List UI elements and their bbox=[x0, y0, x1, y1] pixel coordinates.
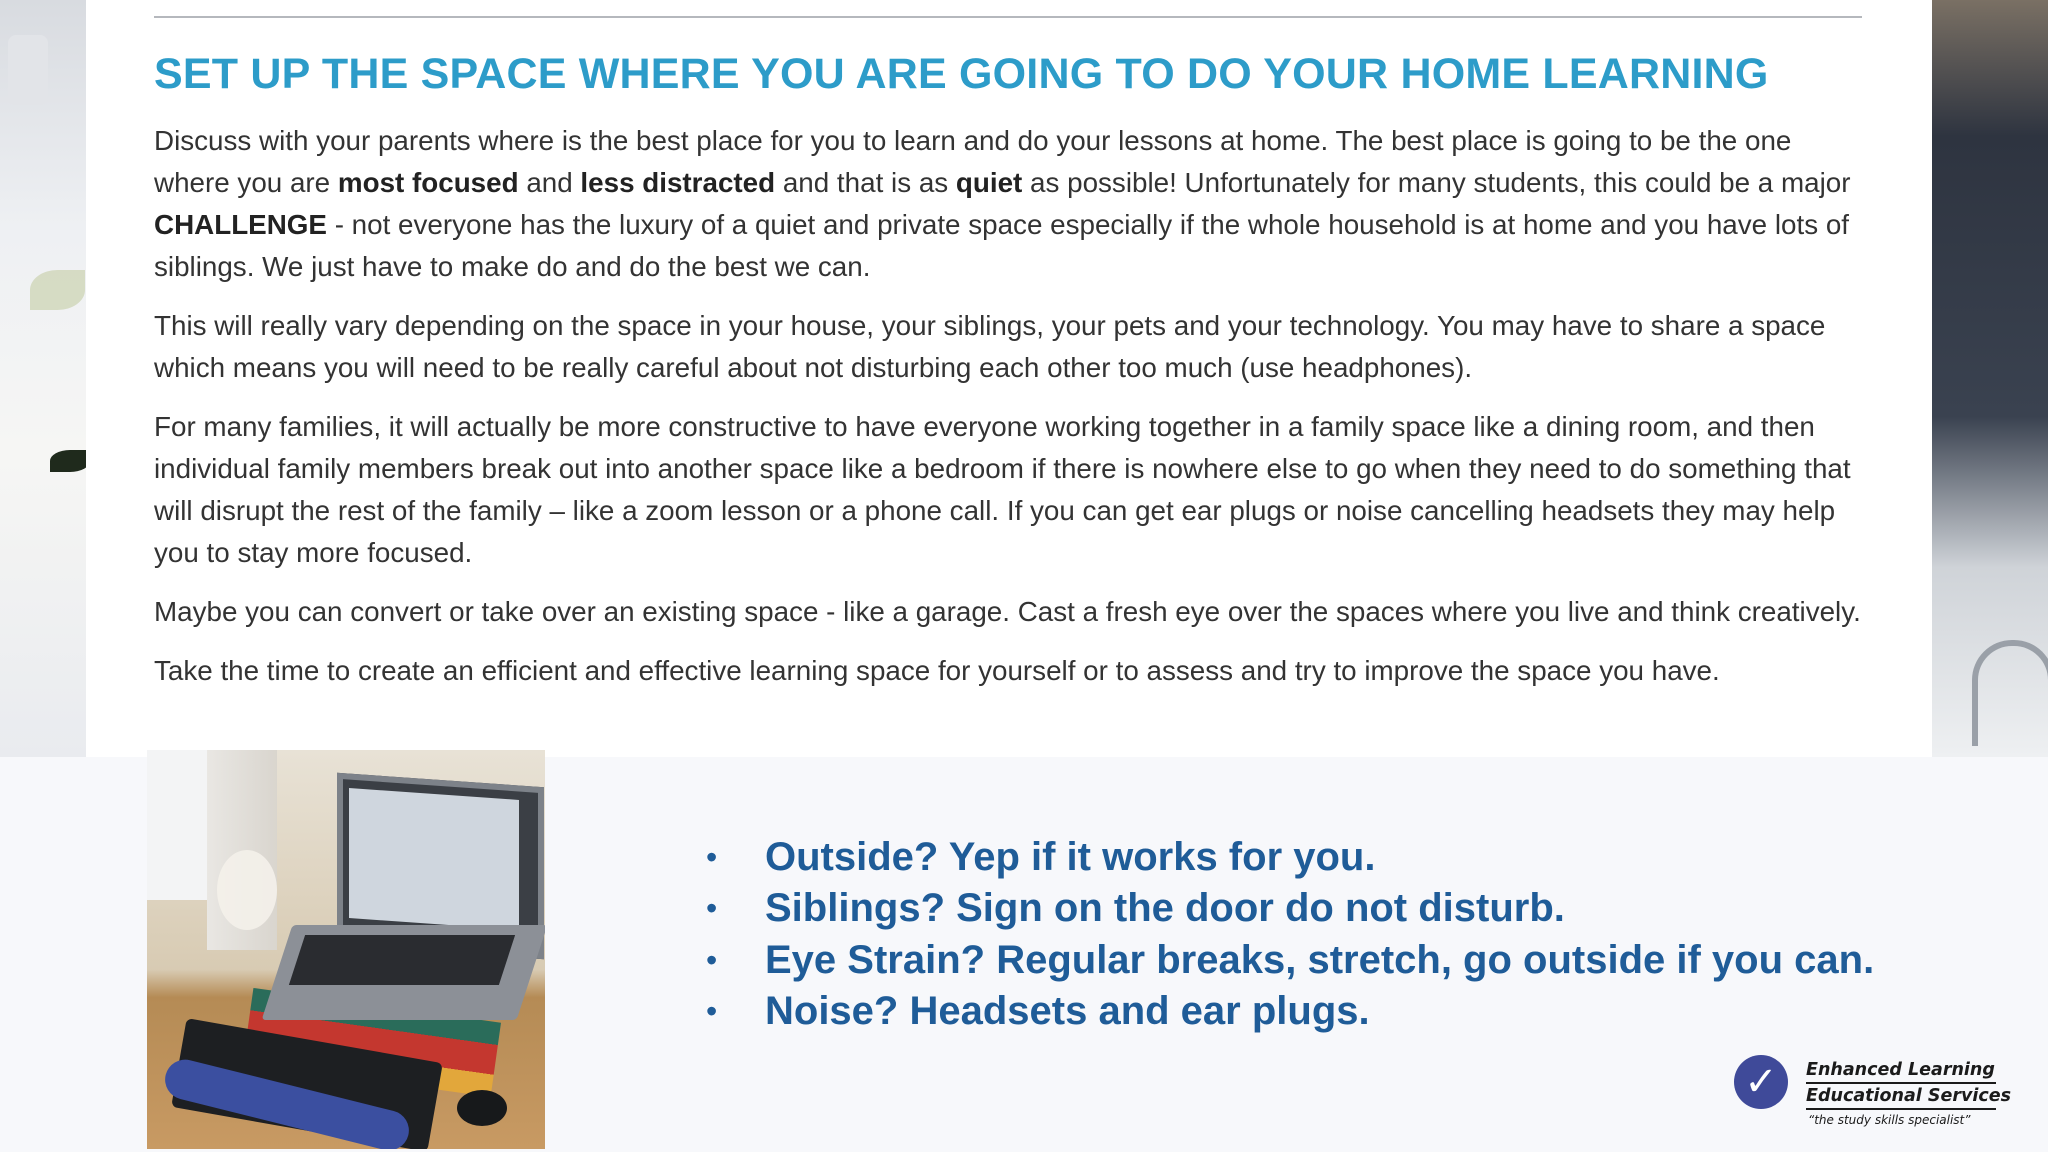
emphasis-text: less distracted bbox=[580, 167, 776, 198]
paragraph-text: and that is as bbox=[775, 167, 956, 198]
emphasis-text: quiet bbox=[955, 167, 1023, 198]
paragraph-text: and bbox=[518, 167, 581, 198]
background-plant-leaf-dark bbox=[50, 450, 90, 472]
logo-tagline: “the study skills specialist” bbox=[1808, 1113, 1971, 1127]
paragraph-text: as possible! Unfortunately for many students, this could be a major bbox=[1022, 167, 1851, 198]
photo-laptop-display bbox=[349, 788, 519, 930]
bullet-text: Eye Strain? Regular breaks, stretch, go outside if you can. bbox=[765, 937, 1875, 982]
paragraph-text: Maybe you can convert or take over an existing space - like a garage. Cast a fresh eye over the spaces where you live and think creatively. bbox=[154, 596, 1861, 627]
bullet-item bbox=[700, 986, 1874, 1037]
background-cup bbox=[8, 35, 48, 105]
logo-line-1: Enhanced Learning bbox=[1806, 1058, 1996, 1084]
bullet-dot-icon: • bbox=[706, 992, 718, 1029]
bullet-item bbox=[700, 883, 1874, 934]
paragraph-text: Discuss with your parents where is the best place for you to learn and do your lessons at home. The best place is going to be the one where you are bbox=[154, 125, 1792, 198]
bullet-text: Siblings? Sign on the door do not disturb. bbox=[765, 886, 1565, 931]
top-divider bbox=[154, 16, 1862, 18]
photo-window bbox=[147, 750, 213, 900]
body-paragraph bbox=[154, 650, 1874, 692]
emphasis-text: CHALLENGE bbox=[154, 209, 327, 240]
body-paragraph bbox=[154, 120, 1874, 288]
checkmark-icon: ✓ bbox=[1734, 1055, 1788, 1109]
body-paragraph bbox=[154, 591, 1874, 633]
logo-line-2: Educational Services bbox=[1806, 1084, 1996, 1110]
photo-lamp bbox=[217, 850, 277, 930]
tips-bullet-list bbox=[700, 832, 1874, 1037]
photo-laptop-keys bbox=[289, 935, 515, 985]
bullet-dot-icon: • bbox=[706, 839, 718, 875]
paragraph-text: - not everyone has the luxury of a quiet and private space especially if the whole household is at home and you have lots of siblings. We just have to make do and do the best we can. bbox=[154, 209, 1850, 282]
bullet-text: Outside? Yep if it works for you. bbox=[765, 835, 1376, 879]
bullet-dot-icon: • bbox=[706, 941, 718, 978]
bullet-text: Noise? Headsets and ear plugs. bbox=[765, 988, 1370, 1033]
background-plant-leaf bbox=[30, 270, 85, 310]
laptop-desk-photo bbox=[147, 750, 545, 1149]
bullet-item bbox=[700, 832, 1874, 883]
bullet-item bbox=[700, 935, 1874, 986]
background-photo-right bbox=[1932, 0, 2048, 757]
body-paragraph bbox=[154, 305, 1874, 389]
body-text bbox=[154, 120, 1874, 709]
background-photo-left bbox=[0, 0, 90, 757]
bullet-dot-icon: • bbox=[706, 890, 718, 927]
paragraph-text: For many families, it will actually be more constructive to have everyone working together in a family space like a dining room, and then individual family members break out into another space like a bedroom if there is nowhere else to go when they need to do something that will disrupt the rest of the family – like a zoom lesson or a phone call. If you can get ear plugs or noise cancelling headsets they may help you to stay more focused. bbox=[154, 411, 1851, 568]
background-lamp bbox=[1972, 640, 2048, 746]
company-logo-text bbox=[1806, 1058, 2012, 1130]
paragraph-text: This will really vary depending on the space in your house, your siblings, your pets and your technology. You may have to share a space which means you will need to be really careful about not disturbing each other too much (use headphones). bbox=[154, 310, 1826, 383]
emphasis-text: most focused bbox=[337, 167, 519, 198]
paragraph-text: Take the time to create an efficient and effective learning space for yourself or to assess and try to improve the space you have. bbox=[154, 655, 1720, 686]
slide-heading: SET UP THE SPACE WHERE YOU ARE GOING TO DO YOUR HOME LEARNING bbox=[154, 50, 1769, 98]
photo-mouse bbox=[457, 1090, 507, 1126]
body-paragraph bbox=[154, 406, 1874, 574]
